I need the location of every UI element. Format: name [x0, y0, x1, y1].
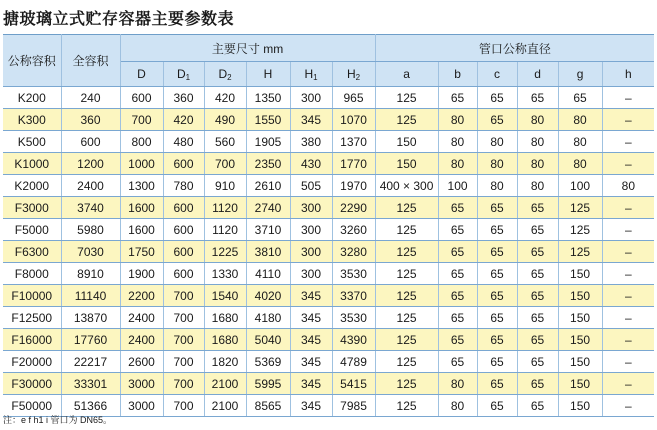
table-cell: 3370: [332, 285, 375, 307]
table-cell: 345: [290, 373, 332, 395]
table-cell: 65: [438, 197, 477, 219]
table-cell: 125: [558, 241, 602, 263]
table-cell: 150: [558, 263, 602, 285]
table-cell: 1120: [204, 219, 246, 241]
table-cell: 125: [558, 219, 602, 241]
table-cell: 600: [163, 241, 204, 263]
table-cell: 125: [375, 395, 438, 417]
table-cell: 80: [517, 131, 558, 153]
table-row: [3, 197, 654, 219]
table-cell: 80: [558, 109, 602, 131]
table-row: [3, 373, 654, 395]
table-row: [3, 131, 654, 153]
table-cell: 80: [558, 153, 602, 175]
table-cell: 600: [163, 153, 204, 175]
table-cell: 150: [558, 351, 602, 373]
table-cell: –: [602, 109, 654, 131]
table-cell: 2740: [246, 197, 290, 219]
table-cell: 80: [602, 175, 654, 197]
table-cell: F20000: [3, 351, 61, 373]
table-cell: 2350: [246, 153, 290, 175]
table-cell: 1330: [204, 263, 246, 285]
table-cell: 490: [204, 109, 246, 131]
table-cell: F6300: [3, 241, 61, 263]
table-cell: 300: [290, 219, 332, 241]
table-cell: 360: [163, 87, 204, 109]
table-cell: 65: [517, 395, 558, 417]
table-row: [3, 241, 654, 263]
table-cell: 100: [558, 175, 602, 197]
table-cell: 65: [517, 329, 558, 351]
table-cell: 150: [375, 131, 438, 153]
table-cell: 2100: [204, 373, 246, 395]
table-cell: K1000: [3, 153, 61, 175]
table-cell: 1905: [246, 131, 290, 153]
table-row: [3, 329, 654, 351]
table-cell: 80: [438, 395, 477, 417]
table-cell: 5980: [61, 219, 120, 241]
header-nozzle: d: [517, 62, 558, 87]
table-cell: –: [602, 307, 654, 329]
table-cell: 300: [290, 241, 332, 263]
table-cell: 150: [558, 373, 602, 395]
table-cell: 3740: [61, 197, 120, 219]
table-cell: 65: [477, 219, 517, 241]
table-cell: 600: [163, 197, 204, 219]
table-cell: 1750: [120, 241, 163, 263]
table-cell: 1300: [120, 175, 163, 197]
table-cell: 125: [375, 109, 438, 131]
table-cell: –: [602, 87, 654, 109]
table-cell: 8565: [246, 395, 290, 417]
table-cell: K500: [3, 131, 61, 153]
header-nozzle: g: [558, 62, 602, 87]
table-cell: 700: [163, 285, 204, 307]
table-cell: 125: [375, 351, 438, 373]
table-cell: 100: [438, 175, 477, 197]
table-cell: 2200: [120, 285, 163, 307]
table-cell: 1350: [246, 87, 290, 109]
header-nozzle-diameter: 管口公称直径: [375, 35, 654, 62]
table-cell: K2000: [3, 175, 61, 197]
table-cell: 11140: [61, 285, 120, 307]
parameter-table: [3, 34, 654, 417]
table-cell: F30000: [3, 373, 61, 395]
table-cell: 80: [438, 153, 477, 175]
table-cell: 360: [61, 109, 120, 131]
table-cell: 2400: [120, 307, 163, 329]
header-dim: $H_1$: [290, 62, 332, 87]
table-cell: 800: [120, 131, 163, 153]
table-cell: 65: [438, 351, 477, 373]
table-row: [3, 87, 654, 109]
table-cell: –: [602, 131, 654, 153]
table-cell: 2290: [332, 197, 375, 219]
table-cell: 1540: [204, 285, 246, 307]
table-cell: 1600: [120, 219, 163, 241]
header-nozzle: c: [477, 62, 517, 87]
table-cell: 700: [204, 153, 246, 175]
table-cell: 80: [477, 131, 517, 153]
table-cell: F10000: [3, 285, 61, 307]
page-title: 搪玻璃立式贮存容器主要参数表: [3, 9, 235, 28]
table-cell: 1770: [332, 153, 375, 175]
table-cell: F5000: [3, 219, 61, 241]
table-row: [3, 285, 654, 307]
table-cell: 5995: [246, 373, 290, 395]
table-cell: 125: [375, 285, 438, 307]
table-cell: 345: [290, 307, 332, 329]
table-cell: –: [602, 351, 654, 373]
table-cell: –: [602, 329, 654, 351]
table-cell: 910: [204, 175, 246, 197]
table-cell: 7030: [61, 241, 120, 263]
header-main-dimensions: 主要尺寸 mm: [120, 35, 375, 62]
table-cell: 700: [163, 329, 204, 351]
table-cell: 965: [332, 87, 375, 109]
table-row: [3, 351, 654, 373]
table-cell: 300: [290, 263, 332, 285]
table-cell: F12500: [3, 307, 61, 329]
table-cell: K300: [3, 109, 61, 131]
table-cell: –: [602, 153, 654, 175]
table-cell: 480: [163, 131, 204, 153]
table-cell: 65: [438, 329, 477, 351]
header-full-volume: 全容积: [61, 35, 120, 87]
table-cell: 65: [477, 395, 517, 417]
table-cell: 65: [517, 373, 558, 395]
table-cell: 125: [375, 197, 438, 219]
table-cell: 4390: [332, 329, 375, 351]
table-cell: 150: [558, 285, 602, 307]
table-cell: 700: [120, 109, 163, 131]
table-cell: 560: [204, 131, 246, 153]
table-cell: –: [602, 197, 654, 219]
table-cell: 2610: [246, 175, 290, 197]
table-cell: 150: [558, 307, 602, 329]
table-cell: 33301: [61, 373, 120, 395]
table-row: [3, 109, 654, 131]
table-cell: 3710: [246, 219, 290, 241]
table-cell: 300: [290, 197, 332, 219]
table-cell: 65: [477, 285, 517, 307]
table-cell: 65: [517, 307, 558, 329]
table-cell: 1370: [332, 131, 375, 153]
table-cell: 505: [290, 175, 332, 197]
table-cell: 125: [375, 241, 438, 263]
table-cell: 430: [290, 153, 332, 175]
header-nominal-volume: 公称容积: [3, 35, 61, 87]
table-cell: 600: [61, 131, 120, 153]
table-cell: 65: [477, 197, 517, 219]
header-dim: $H_2$: [332, 62, 375, 87]
table-cell: 80: [438, 131, 477, 153]
table-cell: 80: [438, 373, 477, 395]
table-cell: 22217: [61, 351, 120, 373]
table-cell: 65: [438, 87, 477, 109]
table-row: [3, 263, 654, 285]
table-cell: 125: [558, 197, 602, 219]
table-cell: 17760: [61, 329, 120, 351]
table-cell: 80: [438, 109, 477, 131]
table-cell: 150: [558, 329, 602, 351]
table-cell: 80: [558, 131, 602, 153]
table-cell: F3000: [3, 197, 61, 219]
table-cell: 3000: [120, 373, 163, 395]
table-cell: 3280: [332, 241, 375, 263]
table-cell: 3810: [246, 241, 290, 263]
table-cell: F8000: [3, 263, 61, 285]
header-dim: D: [120, 62, 163, 87]
table-cell: 345: [290, 351, 332, 373]
table-cell: 65: [438, 219, 477, 241]
table-cell: 1200: [61, 153, 120, 175]
table-cell: 8910: [61, 263, 120, 285]
table-cell: 345: [290, 329, 332, 351]
table-cell: 1820: [204, 351, 246, 373]
table-cell: 80: [517, 175, 558, 197]
table-cell: 345: [290, 285, 332, 307]
table-cell: 65: [438, 241, 477, 263]
table-cell: 2400: [61, 175, 120, 197]
table-cell: –: [602, 285, 654, 307]
table-cell: 1550: [246, 109, 290, 131]
table-cell: 2400: [120, 329, 163, 351]
header-nozzle: b: [438, 62, 477, 87]
table-cell: 150: [375, 153, 438, 175]
header-nozzle: a: [375, 62, 438, 87]
table-cell: 80: [477, 153, 517, 175]
table-cell: 80: [517, 153, 558, 175]
table-cell: 125: [375, 329, 438, 351]
table-cell: 4020: [246, 285, 290, 307]
table-cell: 5040: [246, 329, 290, 351]
table-cell: 420: [204, 87, 246, 109]
table-cell: 65: [517, 351, 558, 373]
table-cell: –: [602, 241, 654, 263]
table-cell: 4789: [332, 351, 375, 373]
table-cell: 1225: [204, 241, 246, 263]
table-cell: 5369: [246, 351, 290, 373]
table-cell: F50000: [3, 395, 61, 417]
table-cell: 300: [290, 87, 332, 109]
table-cell: 600: [163, 219, 204, 241]
table-cell: –: [602, 373, 654, 395]
table-cell: 700: [163, 395, 204, 417]
table-cell: 1680: [204, 329, 246, 351]
table-cell: 400 × 300: [375, 175, 438, 197]
table-cell: 2100: [204, 395, 246, 417]
table-cell: 4110: [246, 263, 290, 285]
table-cell: 700: [163, 373, 204, 395]
table-cell: 345: [290, 109, 332, 131]
table-cell: 3260: [332, 219, 375, 241]
table-cell: K200: [3, 87, 61, 109]
table-cell: 65: [438, 285, 477, 307]
table-cell: 1070: [332, 109, 375, 131]
table-cell: 65: [517, 219, 558, 241]
table-cell: 65: [517, 285, 558, 307]
table-cell: 125: [375, 219, 438, 241]
table-cell: 1120: [204, 197, 246, 219]
table-cell: 65: [477, 241, 517, 263]
table-cell: 420: [163, 109, 204, 131]
table-cell: 600: [120, 87, 163, 109]
table-cell: 3530: [332, 307, 375, 329]
table-cell: 65: [438, 307, 477, 329]
table-cell: 2600: [120, 351, 163, 373]
table-cell: 51366: [61, 395, 120, 417]
header-nozzle: h: [602, 62, 654, 87]
table-cell: 150: [558, 395, 602, 417]
table-cell: 65: [517, 263, 558, 285]
table-cell: 65: [477, 87, 517, 109]
header-dim: $D_2$: [204, 62, 246, 87]
table-cell: 65: [477, 307, 517, 329]
table-cell: 65: [477, 263, 517, 285]
table-cell: 80: [517, 109, 558, 131]
footnote: 注：e f h1 i 管口为 DN65。: [3, 415, 113, 425]
table-cell: 125: [375, 263, 438, 285]
table-cell: 3530: [332, 263, 375, 285]
table-cell: 600: [163, 263, 204, 285]
table-cell: 345: [290, 395, 332, 417]
table-row: [3, 307, 654, 329]
table-cell: 65: [517, 87, 558, 109]
table-cell: 65: [477, 373, 517, 395]
table-cell: 780: [163, 175, 204, 197]
table-cell: 125: [375, 307, 438, 329]
table-cell: –: [602, 263, 654, 285]
table-cell: 13870: [61, 307, 120, 329]
table-row: [3, 153, 654, 175]
table-cell: 65: [517, 241, 558, 263]
table-cell: 700: [163, 351, 204, 373]
table-cell: 65: [477, 109, 517, 131]
table-row: [3, 175, 654, 197]
table-cell: 240: [61, 87, 120, 109]
table-cell: 1000: [120, 153, 163, 175]
table-cell: F16000: [3, 329, 61, 351]
header-dim: H: [246, 62, 290, 87]
table-cell: 3000: [120, 395, 163, 417]
table-cell: 4180: [246, 307, 290, 329]
table-cell: 5415: [332, 373, 375, 395]
table-cell: 65: [517, 197, 558, 219]
table-cell: 1900: [120, 263, 163, 285]
table-cell: 1970: [332, 175, 375, 197]
table-cell: 65: [477, 329, 517, 351]
table-cell: 65: [477, 351, 517, 373]
table-cell: 380: [290, 131, 332, 153]
table-cell: 125: [375, 373, 438, 395]
table-cell: –: [602, 219, 654, 241]
table-cell: 80: [477, 175, 517, 197]
table-cell: 1680: [204, 307, 246, 329]
table-cell: 700: [163, 307, 204, 329]
table-cell: 7985: [332, 395, 375, 417]
table-cell: 125: [375, 87, 438, 109]
header-dim: $D_1$: [163, 62, 204, 87]
table-cell: –: [602, 395, 654, 417]
table-cell: 65: [438, 263, 477, 285]
table-row: [3, 219, 654, 241]
table-cell: 65: [558, 87, 602, 109]
table-cell: 1600: [120, 197, 163, 219]
